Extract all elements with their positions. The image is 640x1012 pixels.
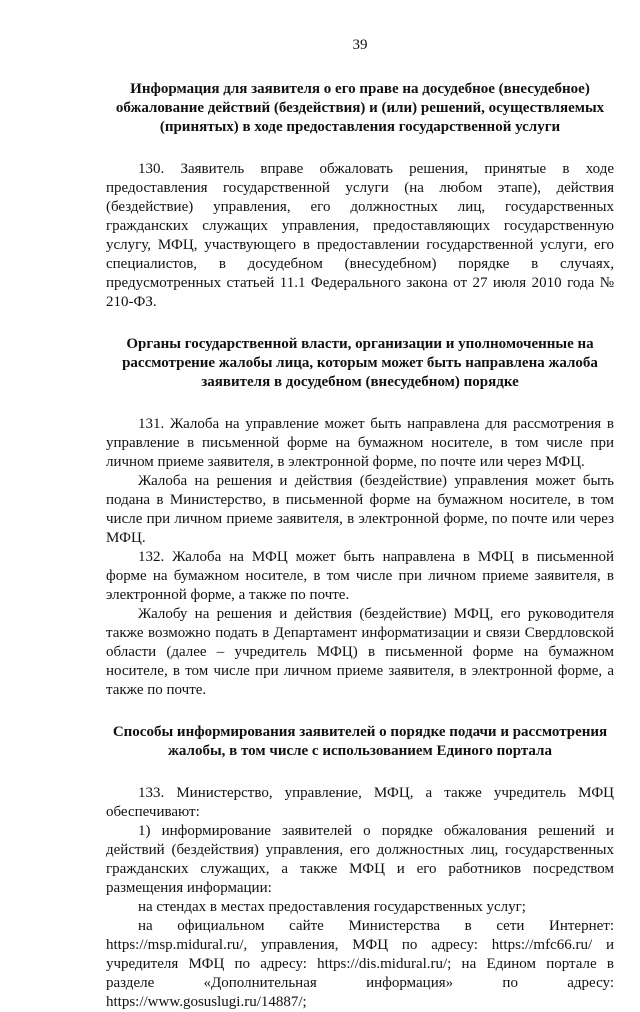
section-complaint-bodies bbox=[106, 335, 614, 700]
paragraph-133-item-1: 1) информирование заявителей о порядке обжалования решений и действий (бездействия) управления, его должностных лиц, государственных гражданских служащих, а также МФЦ и его работников посредством размещения информации: bbox=[106, 823, 614, 896]
paragraph-131: 131. Жалоба на управление может быть направлена для рассмотрения в управление в письменной форме на бумажном носителе, в том числе при личном приеме заявителя, в электронной форме, по почте или через МФЦ. bbox=[106, 416, 614, 470]
paragraph-stands: на стендах в местах предоставления государственных услуг; bbox=[138, 899, 526, 915]
section-heading: Органы государственной власти, организации и уполномоченные на рассмотрение жалобы лица, которым может быть направлена жалоба заявителя в досудебном (внесудебном) порядке bbox=[122, 336, 598, 390]
paragraph-132-founder: Жалобу на решения и действия (бездействие) МФЦ, его руководителя также возможно подать в Департамент информатизации и связи Свердловской области (далее – учредитель МФЦ) в письменной форме на бумажном носителе, в том числе при личном приеме заявителя, в электронной форме, а также по почте. bbox=[106, 606, 614, 698]
paragraph-132: 132. Жалоба на МФЦ может быть направлена в МФЦ в письменной форме на бумажном носителе, в том числе при личном приеме заявителя, в электронной форме, а также по почте. bbox=[106, 549, 614, 603]
paragraph-websites: на официальном сайте Министерства в сети Интернет: https://msp.midural.ru/, управления, МФЦ по адресу: https://mfc66.ru/ и учредителя МФЦ по адресу: https://dis.midural.ru/; на Едином портале в разделе «Дополнительная информация» по адресу: https://www.gosuslugi.ru/14887/; bbox=[106, 918, 614, 1010]
page-number: 39 bbox=[352, 37, 368, 53]
paragraph-133: 133. Министерство, управление, МФЦ, а также учредитель МФЦ обеспечивают: bbox=[106, 785, 614, 820]
section-appeal-rights bbox=[106, 80, 614, 312]
paragraph-131-ministry: Жалоба на решения и действия (бездействие) управления может быть подана в Министерство, в письменной форме на бумажном носителе, в том числе при личном приеме заявителя, в электронной форме, по почте или через МФЦ. bbox=[106, 473, 614, 546]
section-informing-methods bbox=[106, 723, 614, 1012]
section-heading: Информация для заявителя о его праве на досудебное (внесудебное) обжалование действий (бездействия) и (или) решений, осуществляемых (принятых) в ходе предоставления государственной услуги bbox=[115, 81, 605, 135]
section-heading: Способы информирования заявителей о порядке подачи и рассмотрения жалобы, в том числе с использованием Единого портала bbox=[112, 724, 608, 759]
paragraph-130: 130. Заявитель вправе обжаловать решения, принятые в ходе предоставления государственной услуги (на любом этапе), действия (бездействие) управления, его должностных лиц, государственных гражданских служащих управления, предоставляющих государственную услугу, МФЦ, участвующего в предоставлении государственной услуги, его специалистов, в досудебном (внесудебном) порядке в случаях, предусмотренных статьей 11.1 Федерального закона от 27 июля 2010 года № 210-ФЗ. bbox=[106, 161, 614, 310]
